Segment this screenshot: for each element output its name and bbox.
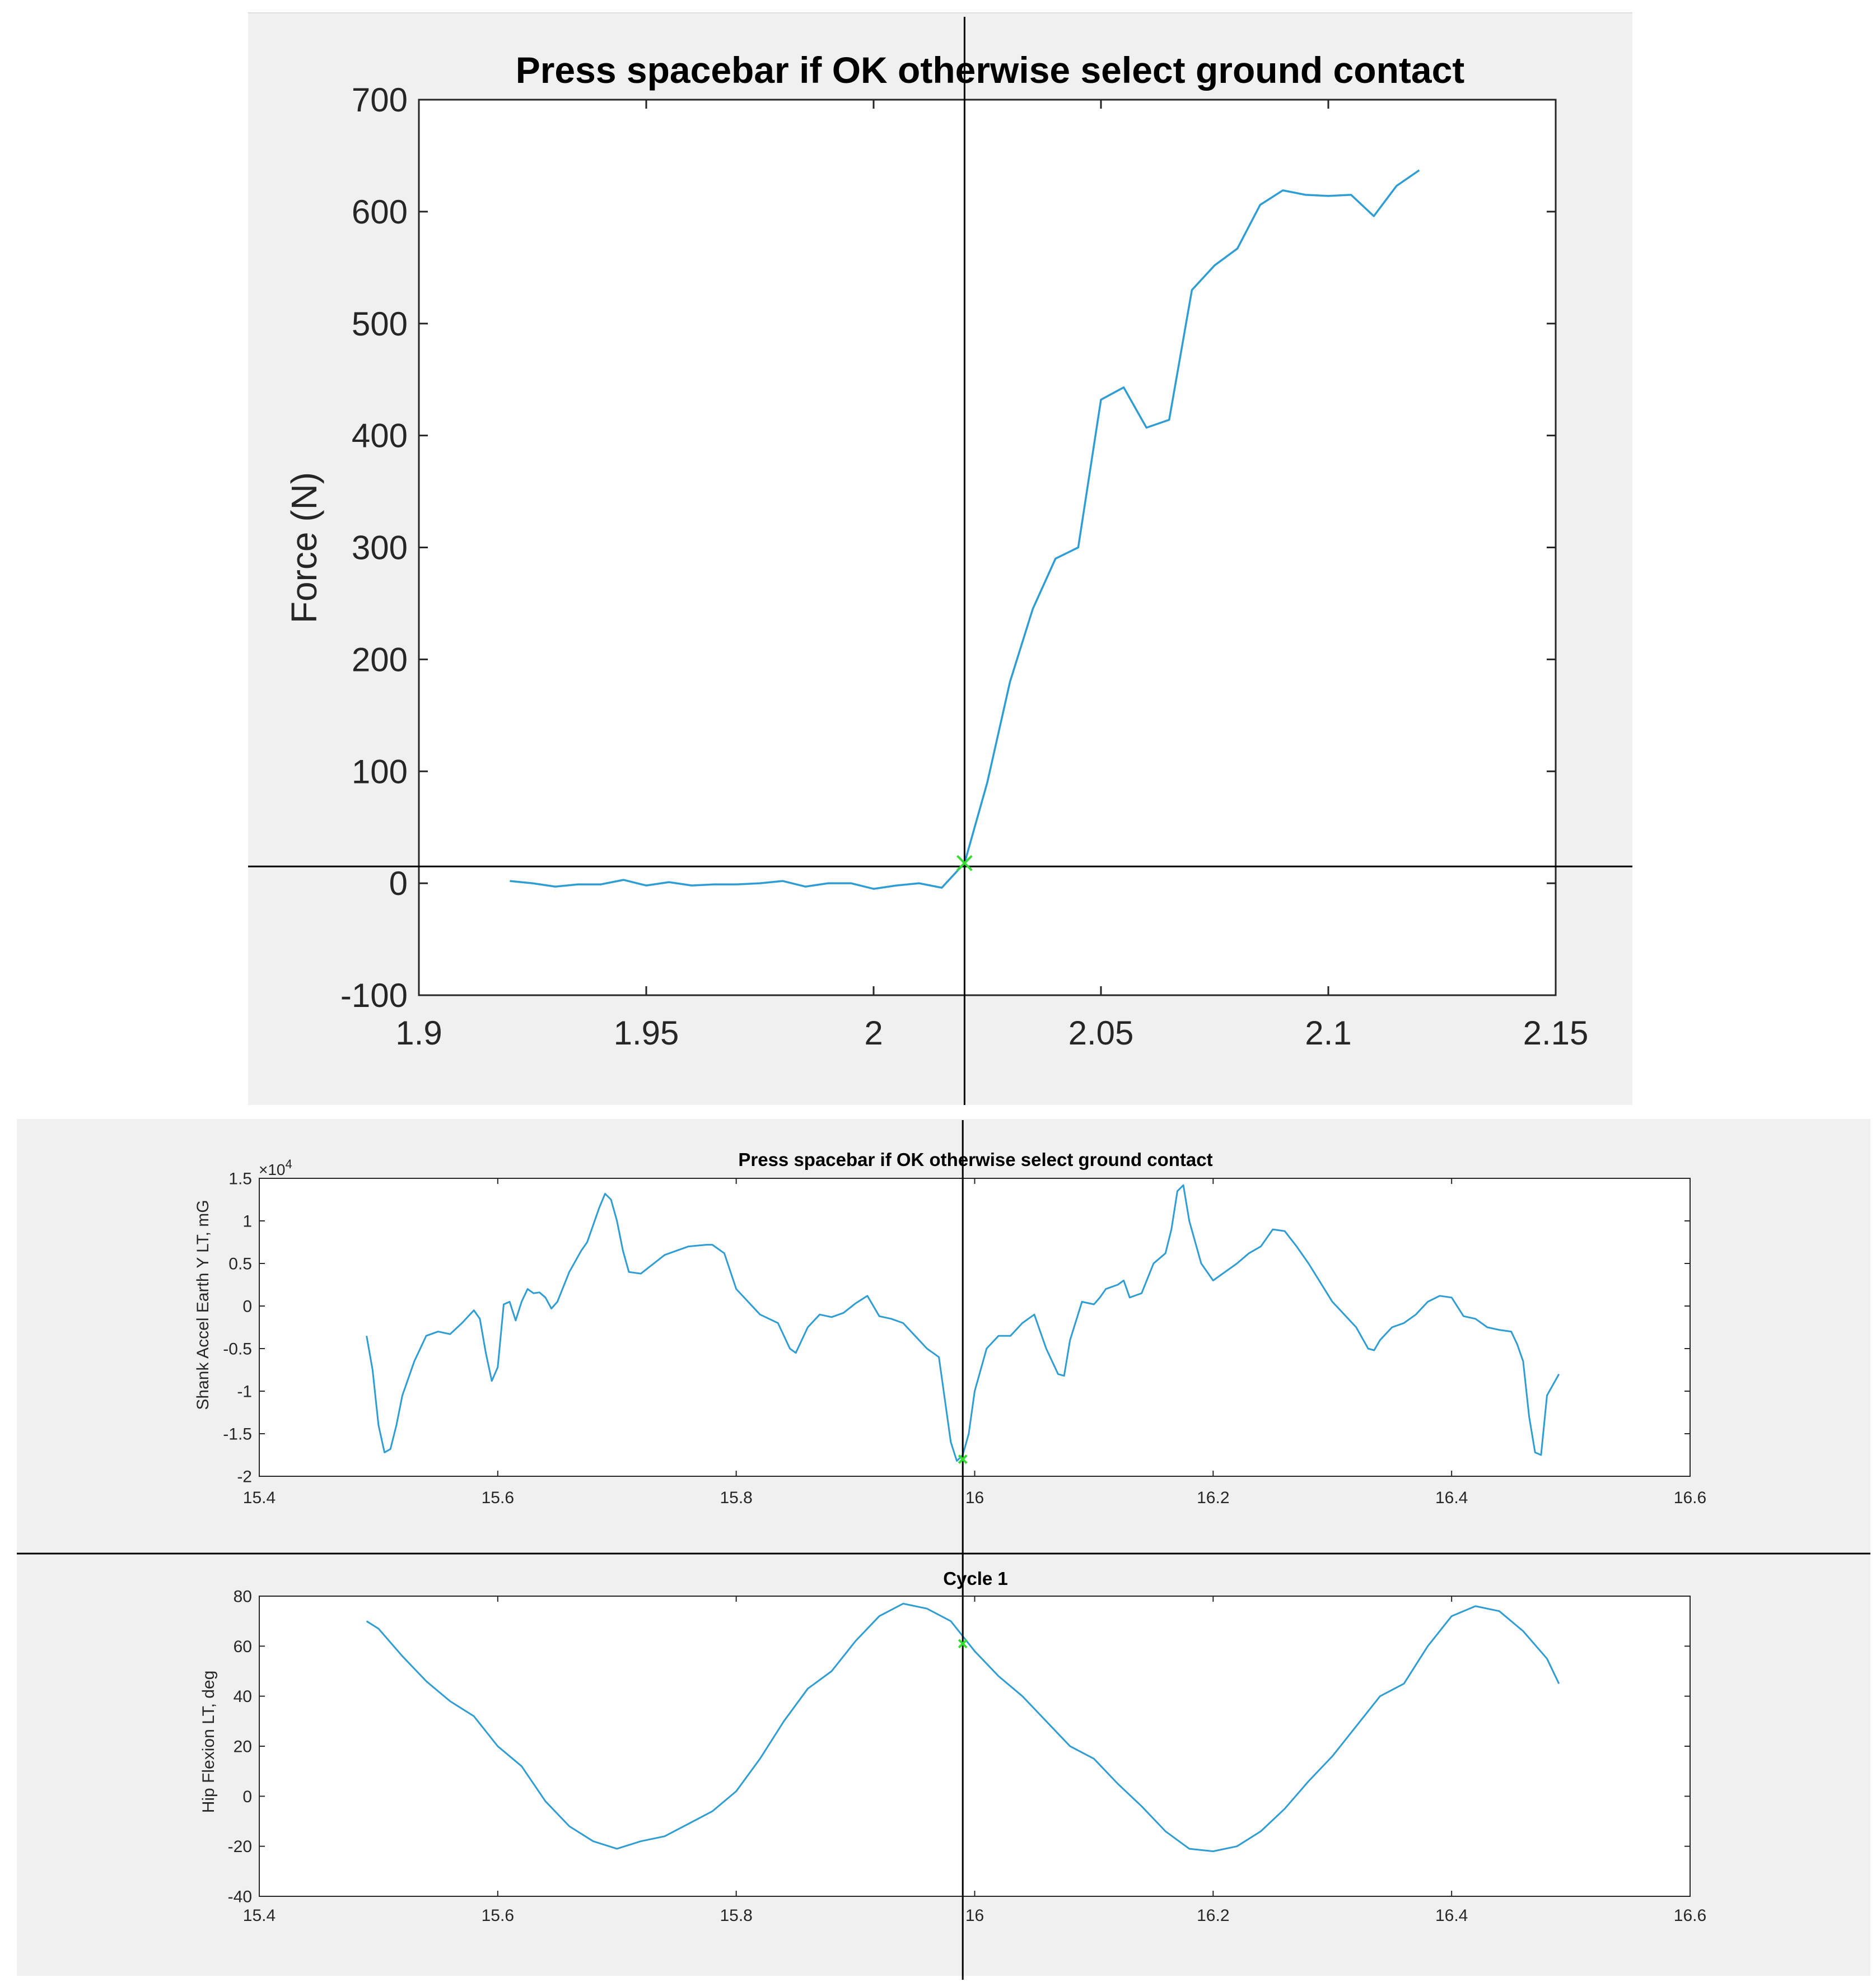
x-tick-label: 16.6 (1673, 1906, 1707, 1925)
y-tick-label: -1 (237, 1382, 252, 1401)
plot-area (259, 1596, 1690, 1896)
hip-flexion-plot-y-axis-label: Hip Flexion LT, deg (199, 1670, 218, 1813)
y-tick-label: -2 (237, 1467, 252, 1486)
x-tick-label: 15.4 (242, 1906, 276, 1925)
y-tick-label: 0 (242, 1787, 252, 1806)
plot-area (259, 1178, 1690, 1476)
y-tick-label: 0 (389, 865, 408, 903)
force-plot[interactable] (248, 17, 1632, 1105)
y-tick-label: 1.5 (228, 1169, 252, 1188)
x-tick-label: 16.4 (1435, 1489, 1468, 1507)
hip-flexion-plot-title: Cycle 1 (943, 1568, 1008, 1589)
y-tick-label: 0 (242, 1297, 252, 1316)
x-tick-label: 15.6 (481, 1906, 515, 1925)
y-tick-label: 40 (233, 1687, 252, 1706)
x-tick-label: 15.4 (242, 1489, 276, 1507)
y-tick-label: 100 (351, 753, 408, 791)
x-tick-label: 1.9 (395, 1014, 442, 1052)
x-tick-label: 2.15 (1523, 1014, 1589, 1052)
y-tick-label: 700 (351, 81, 408, 119)
y-tick-label: 1 (242, 1212, 252, 1231)
y-tick-label: 0.5 (228, 1255, 252, 1274)
y-tick-label: -0.5 (223, 1340, 252, 1359)
y-tick-label: -100 (340, 977, 408, 1014)
y-tick-label: 200 (351, 641, 408, 679)
y-tick-label: 300 (351, 529, 408, 567)
x-tick-label: 16.6 (1673, 1489, 1707, 1507)
y-tick-label: 20 (233, 1737, 252, 1756)
x-tick-label: 16 (965, 1906, 984, 1925)
plot-area (419, 100, 1556, 995)
y-tick-label: -40 (227, 1887, 252, 1906)
force-plot-title: Press spacebar if OK otherwise select ground contact (515, 49, 1465, 91)
x-tick-label: 16.2 (1197, 1906, 1230, 1925)
y-tick-label: 80 (233, 1587, 252, 1606)
y-tick-label: 500 (351, 305, 408, 343)
shank-accel-plot-y-axis-label: Shank Accel Earth Y LT, mG (194, 1200, 212, 1410)
x-tick-label: 15.8 (720, 1489, 753, 1507)
y-tick-label: 400 (351, 417, 408, 455)
y-tick-label: -20 (227, 1838, 252, 1857)
shank-accel-plot-title: Press spacebar if OK otherwise select ground contact (738, 1149, 1213, 1170)
y-tick-label: 60 (233, 1637, 252, 1656)
x-tick-label: 16 (965, 1489, 984, 1507)
y-tick-label: 600 (351, 193, 408, 231)
y-tick-label: -1.5 (223, 1425, 252, 1444)
x-tick-label: 1.95 (613, 1014, 679, 1052)
x-tick-label: 2 (864, 1014, 883, 1052)
x-tick-label: 2.05 (1068, 1014, 1134, 1052)
x-tick-label: 16.2 (1197, 1489, 1230, 1507)
x-tick-label: 15.6 (481, 1489, 515, 1507)
x-tick-label: 15.8 (720, 1906, 753, 1925)
force-plot-y-axis-label: Force (N) (284, 472, 324, 624)
x-tick-label: 16.4 (1435, 1906, 1468, 1925)
shank-accel-exponent-label: $\times 10^4$ (259, 1157, 292, 1178)
x-tick-label: 2.1 (1305, 1014, 1352, 1052)
